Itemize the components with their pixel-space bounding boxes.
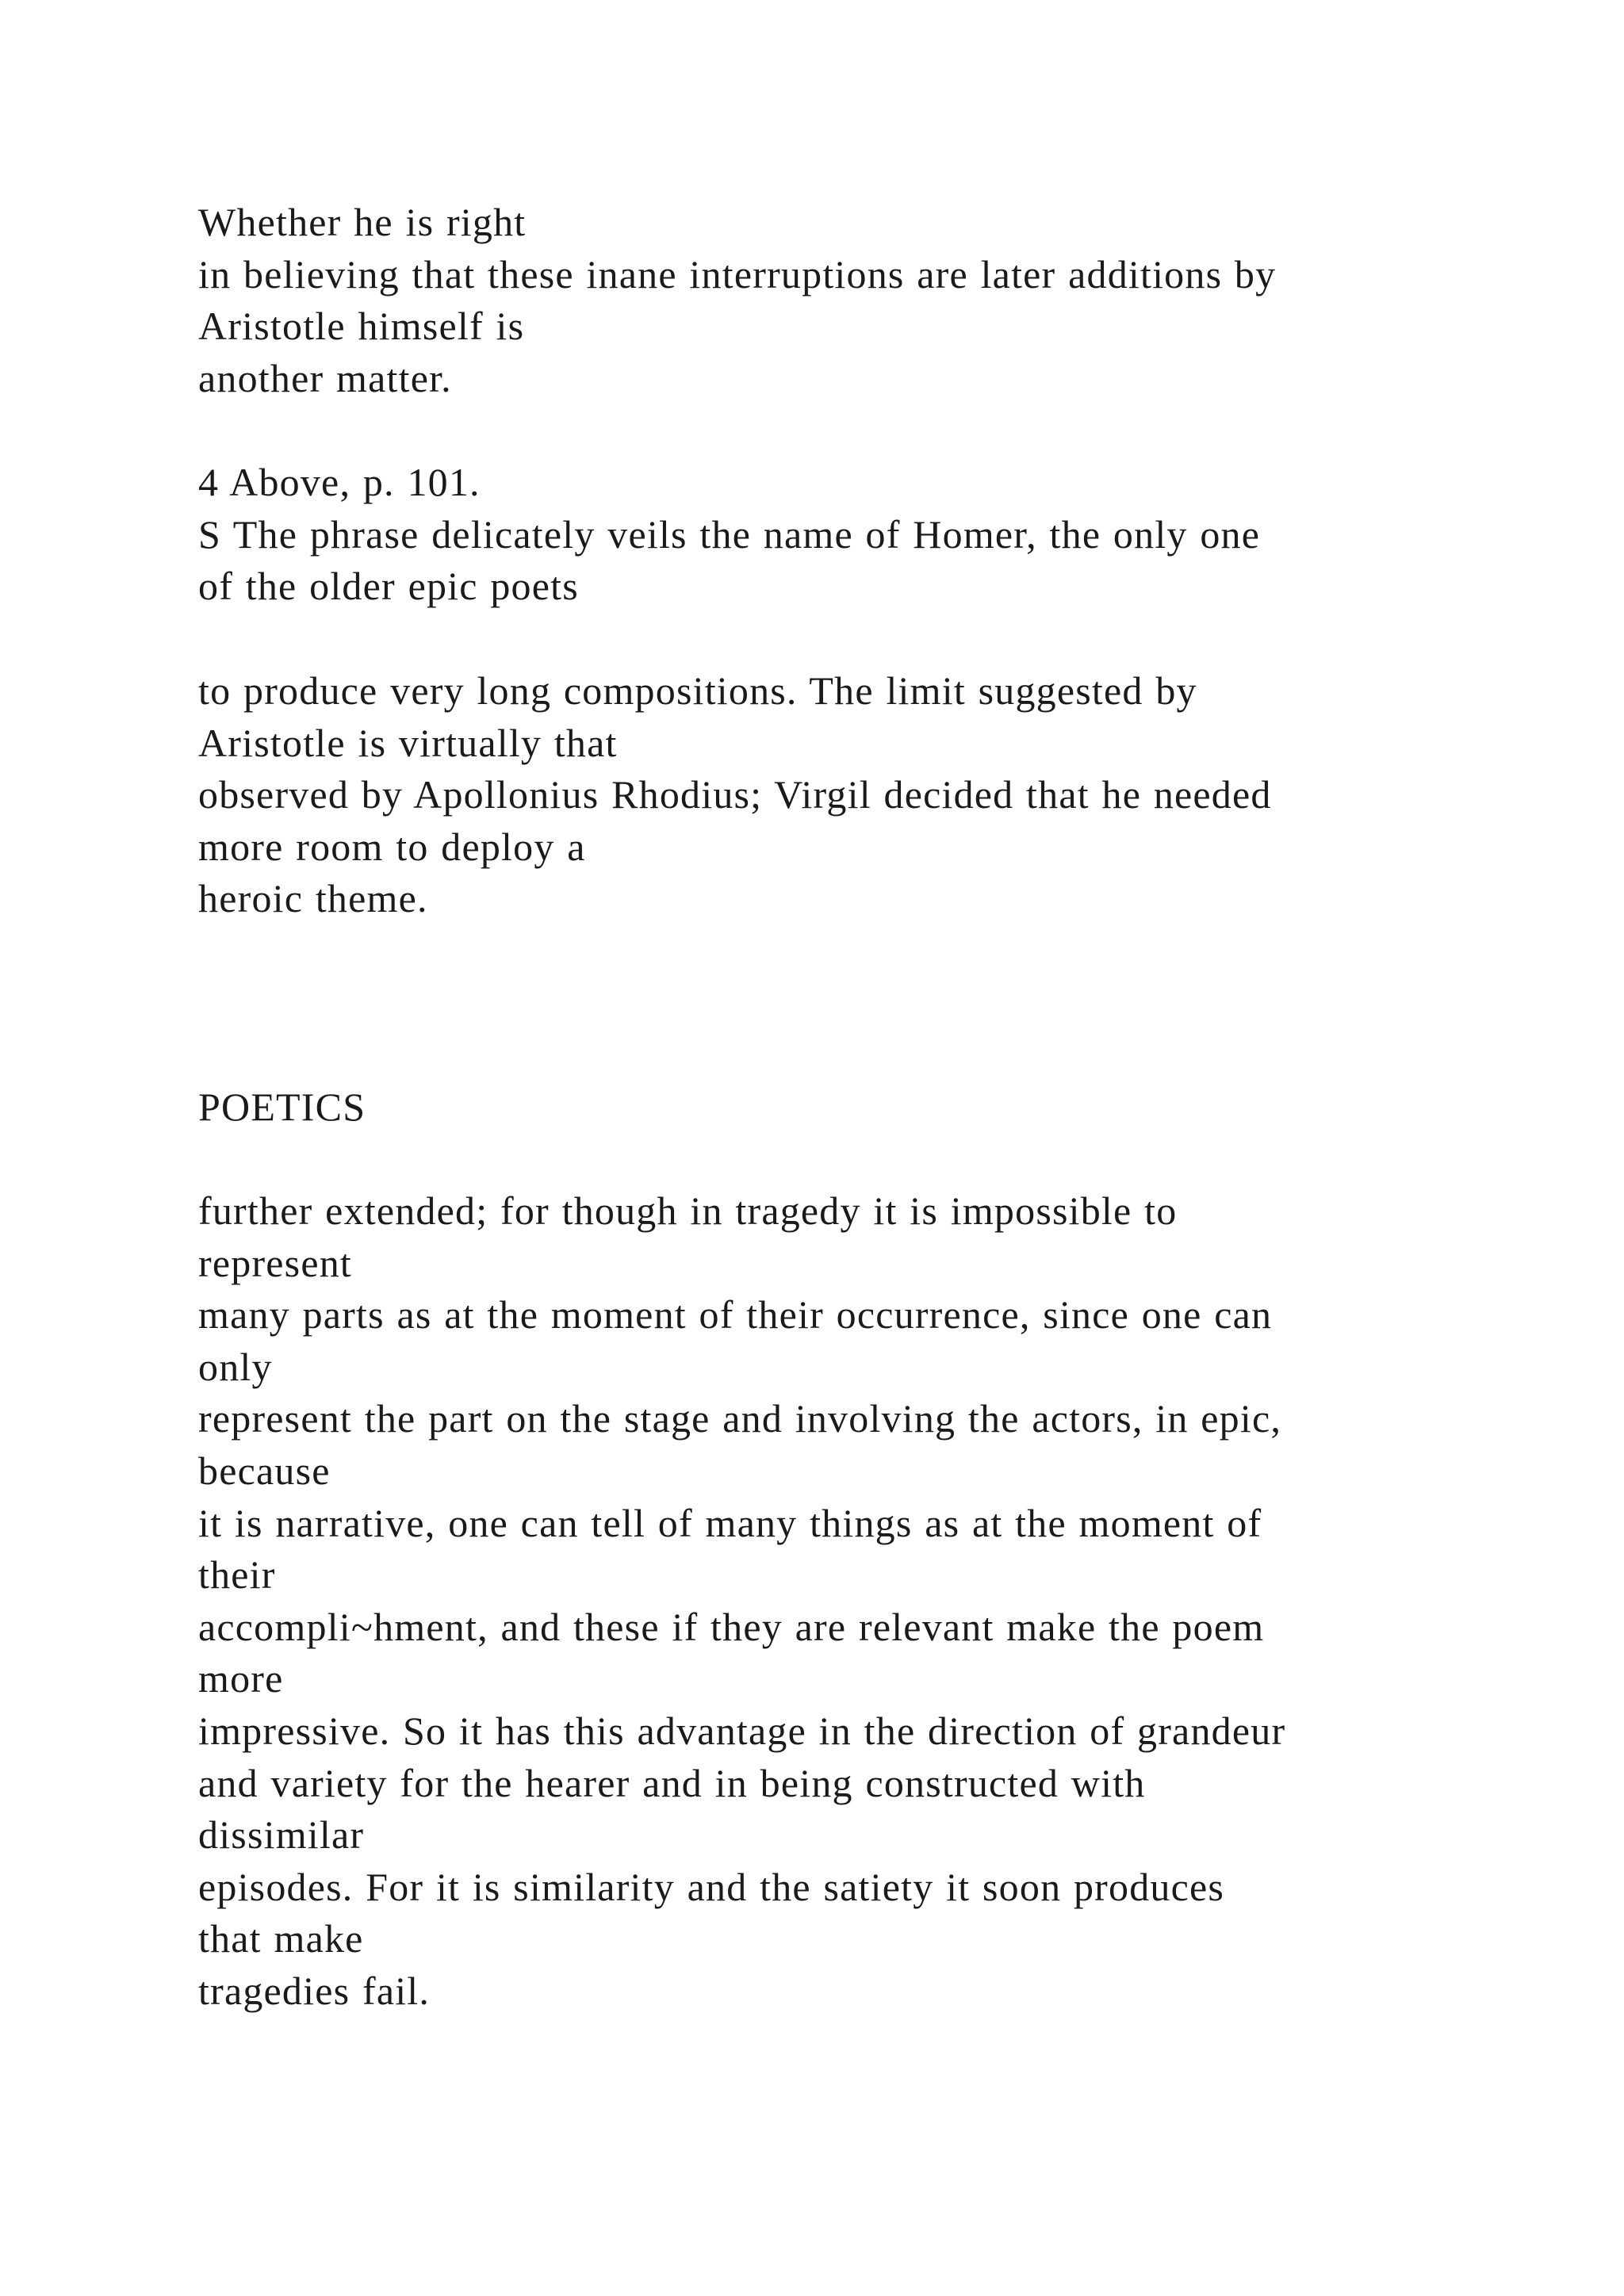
text-line: another matter. [198,355,452,400]
body-paragraph [198,1185,1546,2018]
text-line: more room to deploy a [198,824,586,869]
text-line: their [198,1552,276,1598]
footnote-5: S The phrase delicately veils the name of Homer, the only one [198,511,1261,557]
text-line: it is narrative, one can tell of many things as at the moment of [198,1500,1262,1545]
footnote-4: 4 Above, p. 101. [198,460,481,504]
text-line: represent [198,1240,353,1285]
running-heading-text: POETICS [198,1085,366,1129]
text-line: more [198,1656,284,1701]
text-line: observed by Apollonius Rhodius; Virgil decided that he needed [198,772,1272,817]
text-line: that make [198,1916,364,1961]
intro-paragraph [198,197,1546,404]
text-line: impressive. So it has this advantage in the direction of grandeur [198,1708,1286,1753]
footnote-continuation [198,665,1546,925]
text-line: of the older epic poets [198,564,579,609]
text-line: heroic theme. [198,876,428,921]
text-line: Whether he is right [198,200,527,244]
text-line: represent the part on the stage and involving the actors, in epic, [198,1396,1282,1441]
text-line: because [198,1448,331,1493]
text-line: many parts as at the moment of their occurrence, since one can [198,1292,1273,1337]
text-line: accompli~hment, and these if they are relevant make the poem [198,1604,1265,1649]
text-line: Aristotle himself is [198,304,525,349]
text-line: tragedies fail. [198,1968,431,2013]
text-line: and variety for the hearer and in being constructed with [198,1760,1146,1805]
text-line: further extended; for though in tragedy it is impossible to [198,1188,1178,1233]
running-heading [198,1081,1546,1134]
text-line: only [198,1344,273,1389]
text-line: to produce very long compositions. The limit suggested by [198,668,1197,713]
text-line: Aristotle is virtually that [198,720,618,765]
text-line: episodes. For it is similarity and the satiety it soon produces [198,1864,1225,1909]
text-line: dissimilar [198,1812,365,1858]
footnotes [198,457,1546,613]
text-line: in believing that these inane interruptions are later additions by [198,251,1277,297]
